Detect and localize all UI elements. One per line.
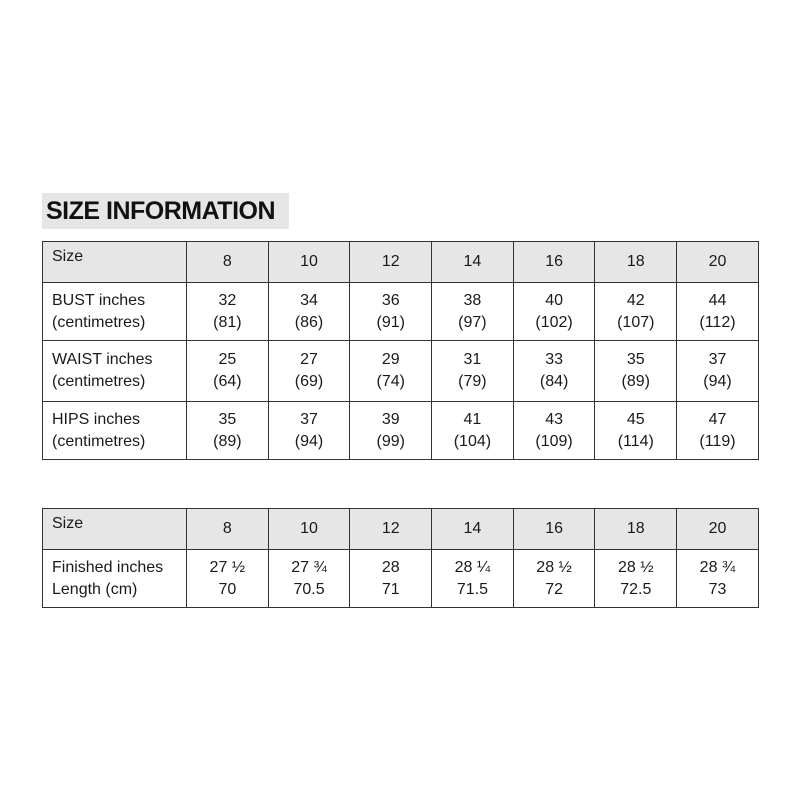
size-header-cell: 10 [268,509,350,550]
row-label-line: (centimetres) [52,373,146,390]
cell-inches: 28 ¾ [699,558,736,576]
cell-cm: (84) [539,373,569,390]
cell-inches: 27 [300,351,318,368]
cell-cm: (119) [699,432,736,450]
table-cell [595,402,677,460]
table-cell [350,550,432,608]
table-cell [595,341,677,402]
row-label [43,341,187,402]
cell-cm: (64) [213,373,242,390]
body-measurements-table [42,241,759,460]
cell-cm: 73 [708,580,727,598]
cell-cm: 70 [218,580,237,598]
cell-cm: 70.5 [293,580,325,598]
cell-cm: (94) [703,373,732,390]
size-header-cell: 16 [513,242,595,283]
table-cell [513,550,595,608]
cell-cm: (86) [294,313,324,331]
cell-inches: 29 [381,351,400,368]
table-cell [677,550,759,608]
cell-inches: 43 [545,410,563,428]
size-header-cell: 12 [350,509,432,550]
table-cell [350,402,432,460]
table-cell [432,550,514,608]
row-label-line: (centimetres) [52,432,146,450]
table-cell [268,283,350,341]
cell-inches: 33 [545,351,563,368]
cell-cm: 72.5 [620,580,652,598]
table-cell [513,402,595,460]
cell-cm: (104) [453,432,492,450]
cell-inches: 40 [545,291,563,309]
table-cell [268,550,350,608]
size-header-cell: 8 [187,509,269,550]
cell-cm: (89) [213,432,242,450]
cell-inches: 45 [626,410,645,428]
size-header-cell: 18 [595,509,677,550]
row-label-line: BUST inches [52,291,146,309]
table-cell [677,341,759,402]
table-cell [268,341,350,402]
table-cell [677,283,759,341]
cell-inches: 38 [463,291,482,309]
finished-length-table [42,508,759,608]
size-header-cell: 18 [595,242,677,283]
cell-cm: 71.5 [456,580,488,598]
cell-cm: (112) [699,313,736,331]
size-header-cell: 8 [187,242,269,283]
table-header-row [43,509,759,550]
size-header-cell: 12 [350,242,432,283]
cell-cm: (81) [213,313,242,331]
table-cell [350,283,432,341]
cell-cm: (94) [294,432,324,450]
cell-cm: (107) [617,313,655,331]
table-cell [350,341,432,402]
cell-inches: 35 [626,351,645,368]
table-cell [513,341,595,402]
cell-inches: 31 [463,351,482,368]
cell-cm: (114) [617,432,654,450]
cell-cm: 71 [381,580,400,598]
size-header-cell: 10 [268,242,350,283]
cell-inches: 28 ½ [536,558,572,576]
size-header-cell: 20 [677,509,759,550]
table-cell [432,283,514,341]
cell-cm: (109) [535,432,573,450]
size-header-label: Size [43,509,187,550]
table-cell [595,550,677,608]
cell-inches: 39 [381,410,400,428]
row-label [43,402,187,460]
cell-inches: 35 [218,410,237,428]
cell-inches: 37 [708,351,727,368]
cell-cm: (99) [376,432,405,450]
table-row-hips [43,402,759,460]
cell-cm: (102) [535,313,573,331]
row-label-line: WAIST inches [52,351,153,368]
cell-inches: 34 [300,291,318,309]
row-label-line: Finished inches [52,558,164,576]
cell-cm: (91) [376,313,405,331]
size-header-cell: 20 [677,242,759,283]
page-title: SIZE INFORMATION [42,193,289,229]
cell-inches: 42 [626,291,645,309]
table-cell [187,283,269,341]
row-label-line: (centimetres) [52,313,146,331]
cell-inches: 32 [218,291,237,309]
cell-inches: 28 ½ [617,558,654,576]
cell-cm: (69) [294,373,324,390]
cell-cm: (79) [458,373,487,390]
table-cell [268,402,350,460]
row-label [43,550,187,608]
size-header-label: Size [43,242,187,283]
cell-inches: 28 ¼ [454,558,491,576]
size-header-cell: 14 [432,509,514,550]
cell-inches: 47 [708,410,727,428]
cell-inches: 36 [381,291,400,309]
table-cell [595,283,677,341]
cell-cm: 72 [545,580,563,598]
table-cell [187,550,269,608]
row-label-line: HIPS inches [52,410,141,428]
cell-cm: (97) [458,313,487,331]
cell-inches: 41 [463,410,482,428]
cell-inches: 37 [300,410,318,428]
table-cell [187,402,269,460]
cell-inches: 44 [708,291,727,309]
table-cell [513,283,595,341]
table-header-row [43,242,759,283]
table-cell [432,402,514,460]
table-cell [432,341,514,402]
row-label [43,283,187,341]
table-row-finished-length [43,550,759,608]
table-row-bust [43,283,759,341]
cell-inches: 28 [381,558,400,576]
size-header-cell: 14 [432,242,514,283]
size-header-cell: 16 [513,509,595,550]
cell-inches: 27 ¾ [291,558,327,576]
cell-inches: 27 ½ [209,558,246,576]
cell-cm: (89) [621,373,650,390]
row-label-line: Length (cm) [52,580,138,598]
table-cell [677,402,759,460]
cell-inches: 25 [218,351,237,368]
table-cell [187,341,269,402]
table-row-waist [43,341,759,402]
cell-cm: (74) [376,373,405,390]
